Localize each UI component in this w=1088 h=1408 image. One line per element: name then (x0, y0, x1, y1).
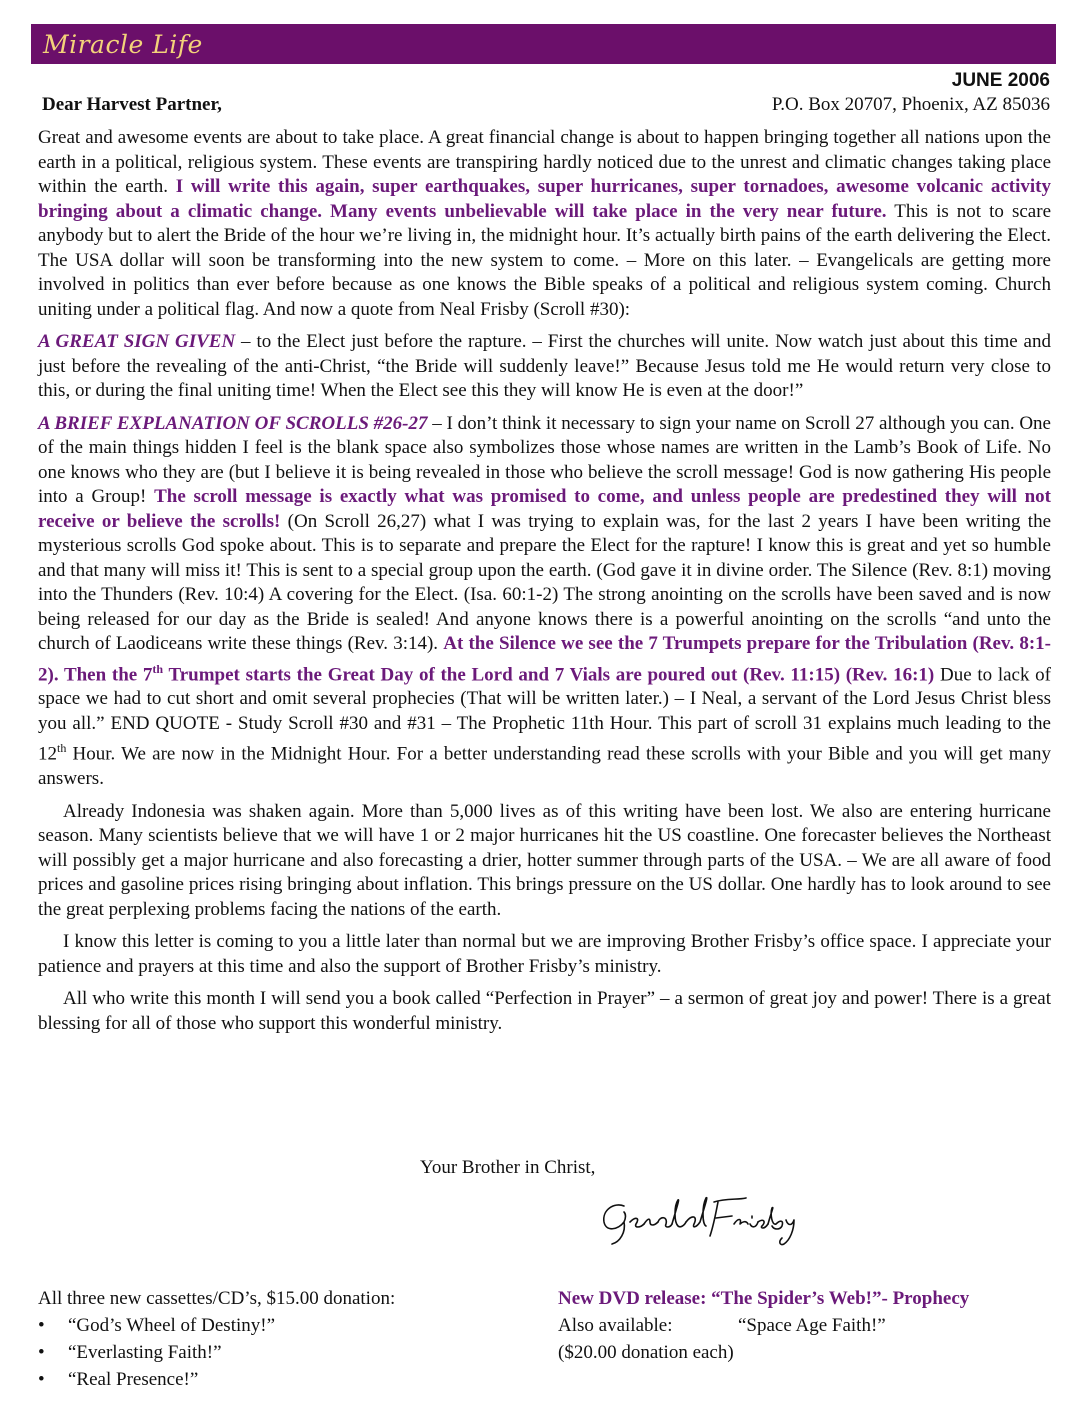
cassette-heading: All three new cassettes/CD’s, $15.00 donation: (38, 1288, 396, 1309)
letter-date: JUNE 2006 (951, 70, 1050, 91)
cassette-title: “God’s Wheel of Destiny!” (68, 1315, 276, 1336)
also-available-title: “Space Age Faith!” (738, 1315, 886, 1336)
cassette-title: “Everlasting Faith!” (68, 1342, 222, 1363)
paragraph-2 (38, 330, 1051, 404)
banner-title: Miracle Life (43, 30, 203, 59)
emphasis-text: Trumpet starts the Great Day of the Lord and 7 Vials are poured out (Rev. 11:15) (Rev. 16:1) (163, 663, 935, 685)
text: Hour. We are now in the Midnight Hour. For a better understanding read these scrolls with your Bible and you will get many answers. (38, 743, 1051, 790)
section-heading: A BRIEF EXPLANATION OF SCROLLS #26-27 (38, 412, 428, 434)
emphasis-text: The scroll message is exactly what was promised to come, and unless people are predestined they will not receive or believe the scrolls! (38, 486, 1051, 532)
emphasis-text: I will write this again, super earthquakes, super hurricanes, super tornadoes, awesome volcanic activity bringing about a climatic change. Many events unbelievable will take place in the very near future. (38, 176, 1051, 222)
text: – I don’t think it necessary to sign your name on Scroll 27 although you can. One of the main things hidden I feel is the blank space also symbolizes those whose names are written in the Lamb’s Book of Life. No one knows who they are (but I believe it is being revealed in those who believe the scroll message! God is now gathering His people into a Group! (38, 412, 1051, 507)
paragraph-5: I know this letter is coming to you a little later than normal but we are improving Brother Frisby’s office space. I appreciate your patience and prayers at this time and also the support of Brother Frisby’s ministry. (38, 931, 1051, 977)
text: This is not to scare anybody but to alert the Bride of the hour we’re living in, the midnight hour. It’s actually birth pains of the earth delivering the Elect. The USA dollar will soon be transforming into the new system to come. – More on this later. – Evangelicals are getting more involved in politics than ever before because as one knows the Bible speaks of a political and religious system coming. Church uniting under a political flag. And now a quote from Neal Frisby (Scroll #30): (38, 200, 1052, 320)
paragraph-1 (38, 126, 1051, 322)
bullet-icon: • (38, 1342, 45, 1363)
text: Due to lack of space we had to cut short and omit several prophecies (That will be written later.) – I Neal, a servant of the Lord Jesus Christ bless you all.” END QUOTE - Study Scroll #30 and #31 – The Prophetic 11th Hour. This part of scroll 31 explains much leading to the 12 (38, 663, 1051, 765)
mailing-address: P.O. Box 20707, Phoenix, AZ 85036 (771, 94, 1050, 115)
also-available-row (558, 1312, 969, 1339)
paragraph-4: Already Indonesia was shaken again. More than 5,000 lives as of this writing have been lost. We also are entering hurricane season. Many scientists believe that we will have 1 or 2 major hurricanes hit the US coastline. One forecaster believes the Northeast will possibly get a major hurricane and also forecasting a drier, hotter summer through parts of the USA. – We are all aware of food prices and gasoline prices rising bringing about inflation. This brings pressure on the US dollar. One hardly has to look around to see the great perplexing problems facing the nations of the earth. (38, 800, 1051, 920)
dvd-title: New DVD release: “The Spider’s Web!”- Prophecy (558, 1288, 970, 1309)
cassette-list (38, 1312, 395, 1393)
bullet-icon: • (38, 1369, 45, 1390)
also-available-label: Also available: (558, 1315, 673, 1336)
paragraph-3 (38, 412, 1051, 792)
closing: Your Brother in Christ, (420, 1157, 596, 1178)
signature-image (596, 1192, 811, 1247)
dvd-donation: ($20.00 donation each) (558, 1342, 734, 1363)
list-item (38, 1366, 395, 1393)
cassette-offer (38, 1285, 395, 1393)
text: – to the Elect just before the rapture. – First the churches will unite. Now watch just about this time and just before the revealing of the anti-Christ, “the Bride will suddenly leave!” Because Jesus told me He would return very close to this, or during the final uniting time! When the Elect see this they will know He is even at the door!” (38, 331, 1051, 401)
letter-body (38, 126, 1051, 1044)
greeting: Dear Harvest Partner, (42, 94, 222, 115)
signature (596, 1192, 811, 1252)
dvd-offer (558, 1285, 969, 1366)
emphasis-text: At the Silence we see the 7 Trumpets prepare for the Tribulation (Rev. 8:1-2). Then the 7 (38, 633, 1051, 685)
text: (On Scroll 26,27) what I was trying to explain was, for the last 2 years I have been writing the mysterious scrolls God spoke about. This is to separate and prepare the Elect for the rapture! I know this is great and yet so humble and that many will miss it! This is sent to a special group upon the earth. (God gave it in divine order. The Silence (Rev. 8:1) moving into the Thunders (Rev. 10:4) A covering for the Elect. (Isa. 60:1-2) The strong anointing on the scrolls have been saved and is now being released for our day as the Bride is sealed! And anyone knows there is a powerful anointing on the scrolls “and unto the church of Laodiceans write these things (Rev. 3:14). (38, 510, 1052, 654)
superscript: th (152, 661, 164, 676)
text: Great and awesome events are about to take place. A great financial change is about to happen bringing together all nations upon the earth in a political, religious system. These events are transpiring hardly noticed due to the unrest and climatic changes taking place within the earth. (38, 127, 1051, 197)
section-heading: A GREAT SIGN GIVEN (38, 331, 236, 352)
paragraph-6: All who write this month I will send you a book called “Perfection in Prayer” – a sermon of great joy and power! There is a great blessing for all of those who support this wonderful ministry. (38, 988, 1051, 1034)
cassette-title: “Real Presence!” (68, 1369, 199, 1390)
bullet-icon: • (38, 1315, 45, 1336)
list-item (38, 1339, 395, 1366)
header-banner (31, 24, 1056, 64)
list-item (38, 1312, 395, 1339)
superscript: th (57, 741, 67, 756)
